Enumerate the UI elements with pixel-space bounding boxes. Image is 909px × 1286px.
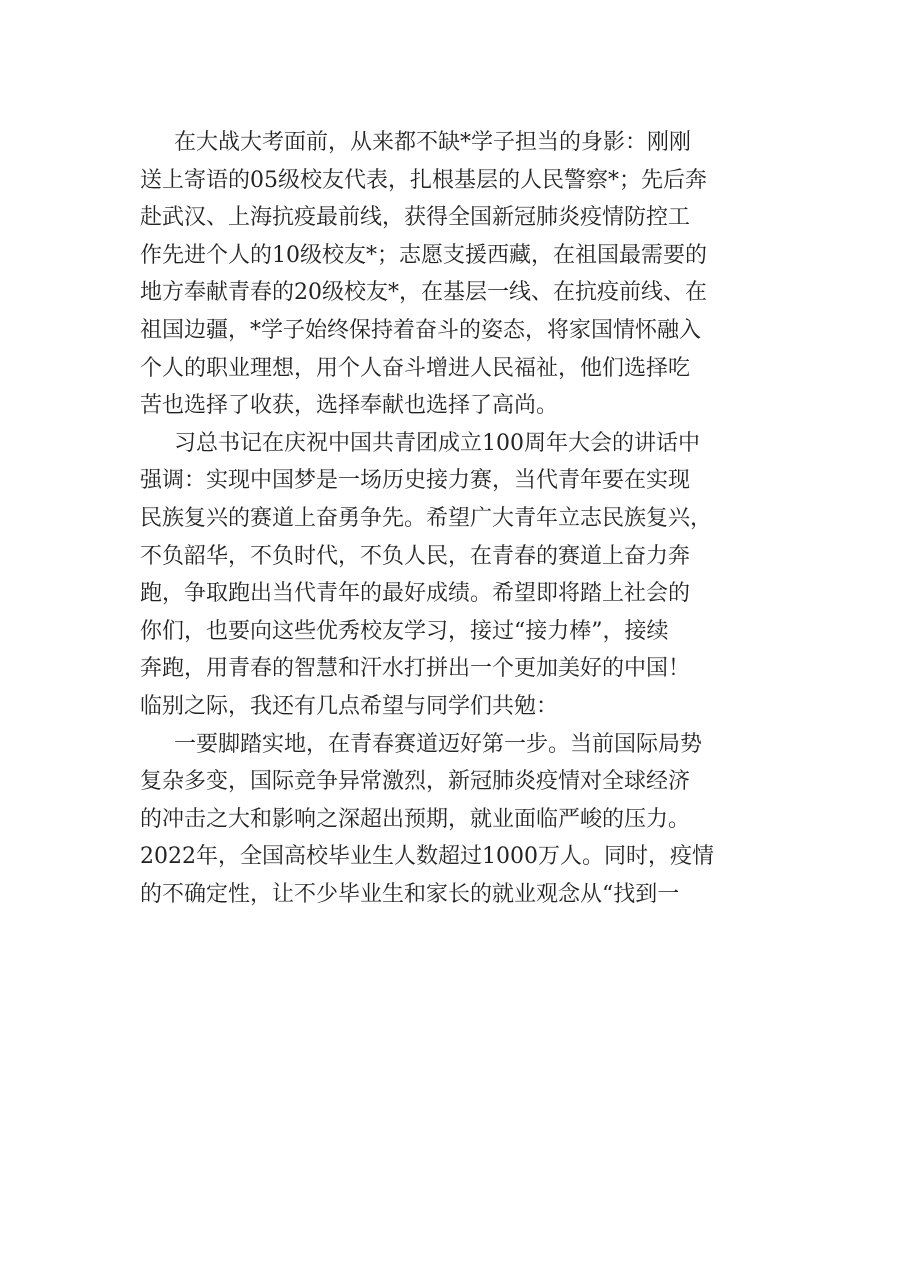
paragraph-2 — [140, 425, 780, 726]
text-line: 个人的职业理想，用个人奋斗增进人民福祉，他们选择吃 — [140, 355, 691, 381]
text-line: 奔跑，用青春的智慧和汗水打拼出一个更加美好的中国！ — [140, 656, 691, 682]
text-line: 祖国边疆，*学子始终保持着奋斗的姿态，将家国情怀融入 — [140, 317, 702, 343]
text-line: 送上寄语的05级校友代表，扎根基层的人民警察*；先后奔 — [140, 167, 707, 193]
text-line: 复杂多变，国际竞争异常激烈，新冠肺炎疫情对全球经济 — [140, 769, 691, 795]
text-line: 不负韶华，不负时代，不负人民，在青春的赛道上奋力奔 — [140, 543, 691, 569]
body-text — [140, 124, 780, 913]
text-line: 2022年，全国高校毕业生人数超过1000万人。同时，疫情 — [140, 844, 714, 870]
text-line: 的冲击之大和影响之深超出预期，就业面临严峻的压力。 — [140, 806, 691, 832]
text-line: 赴武汉、上海抗疫最前线，获得全国新冠肺炎疫情防控工 — [140, 205, 691, 231]
text-line: 强调：实现中国梦是一场历史接力赛，当代青年要在实现 — [140, 468, 691, 494]
text-line: 民族复兴的赛道上奋勇争先。希望广大青年立志民族复兴， — [140, 505, 713, 531]
paragraph-3 — [140, 726, 780, 914]
text-line: 临别之际，我还有几点希望与同学们共勉： — [140, 693, 559, 719]
text-line: 跑，争取跑出当代青年的最好成绩。希望即将踏上社会的 — [140, 581, 691, 607]
text-line: 地方奉献青春的20级校友*，在基层一线、在抗疫前线、在 — [140, 280, 707, 306]
text-line: 习总书记在庆祝中国共青团成立100周年大会的讲话中 — [174, 430, 700, 456]
text-line: 在大战大考面前，从来都不缺*学子担当的身影：刚刚 — [174, 130, 692, 155]
text-line: 作先进个人的10级校友*；志愿支援西藏，在祖国最需要的 — [140, 242, 707, 268]
text-line: 一要脚踏实地，在青春赛道迈好第一步。当前国际局势 — [174, 731, 703, 757]
text-line: 你们，也要向这些优秀校友学习，接过“接力棒”，接续 — [140, 618, 669, 644]
text-line: 苦也选择了收获，选择奉献也选择了高尚。 — [140, 393, 559, 419]
paragraph-1 — [140, 124, 780, 425]
text-line: 的不确定性，让不少毕业生和家长的就业观念从“找到一 — [140, 881, 680, 907]
